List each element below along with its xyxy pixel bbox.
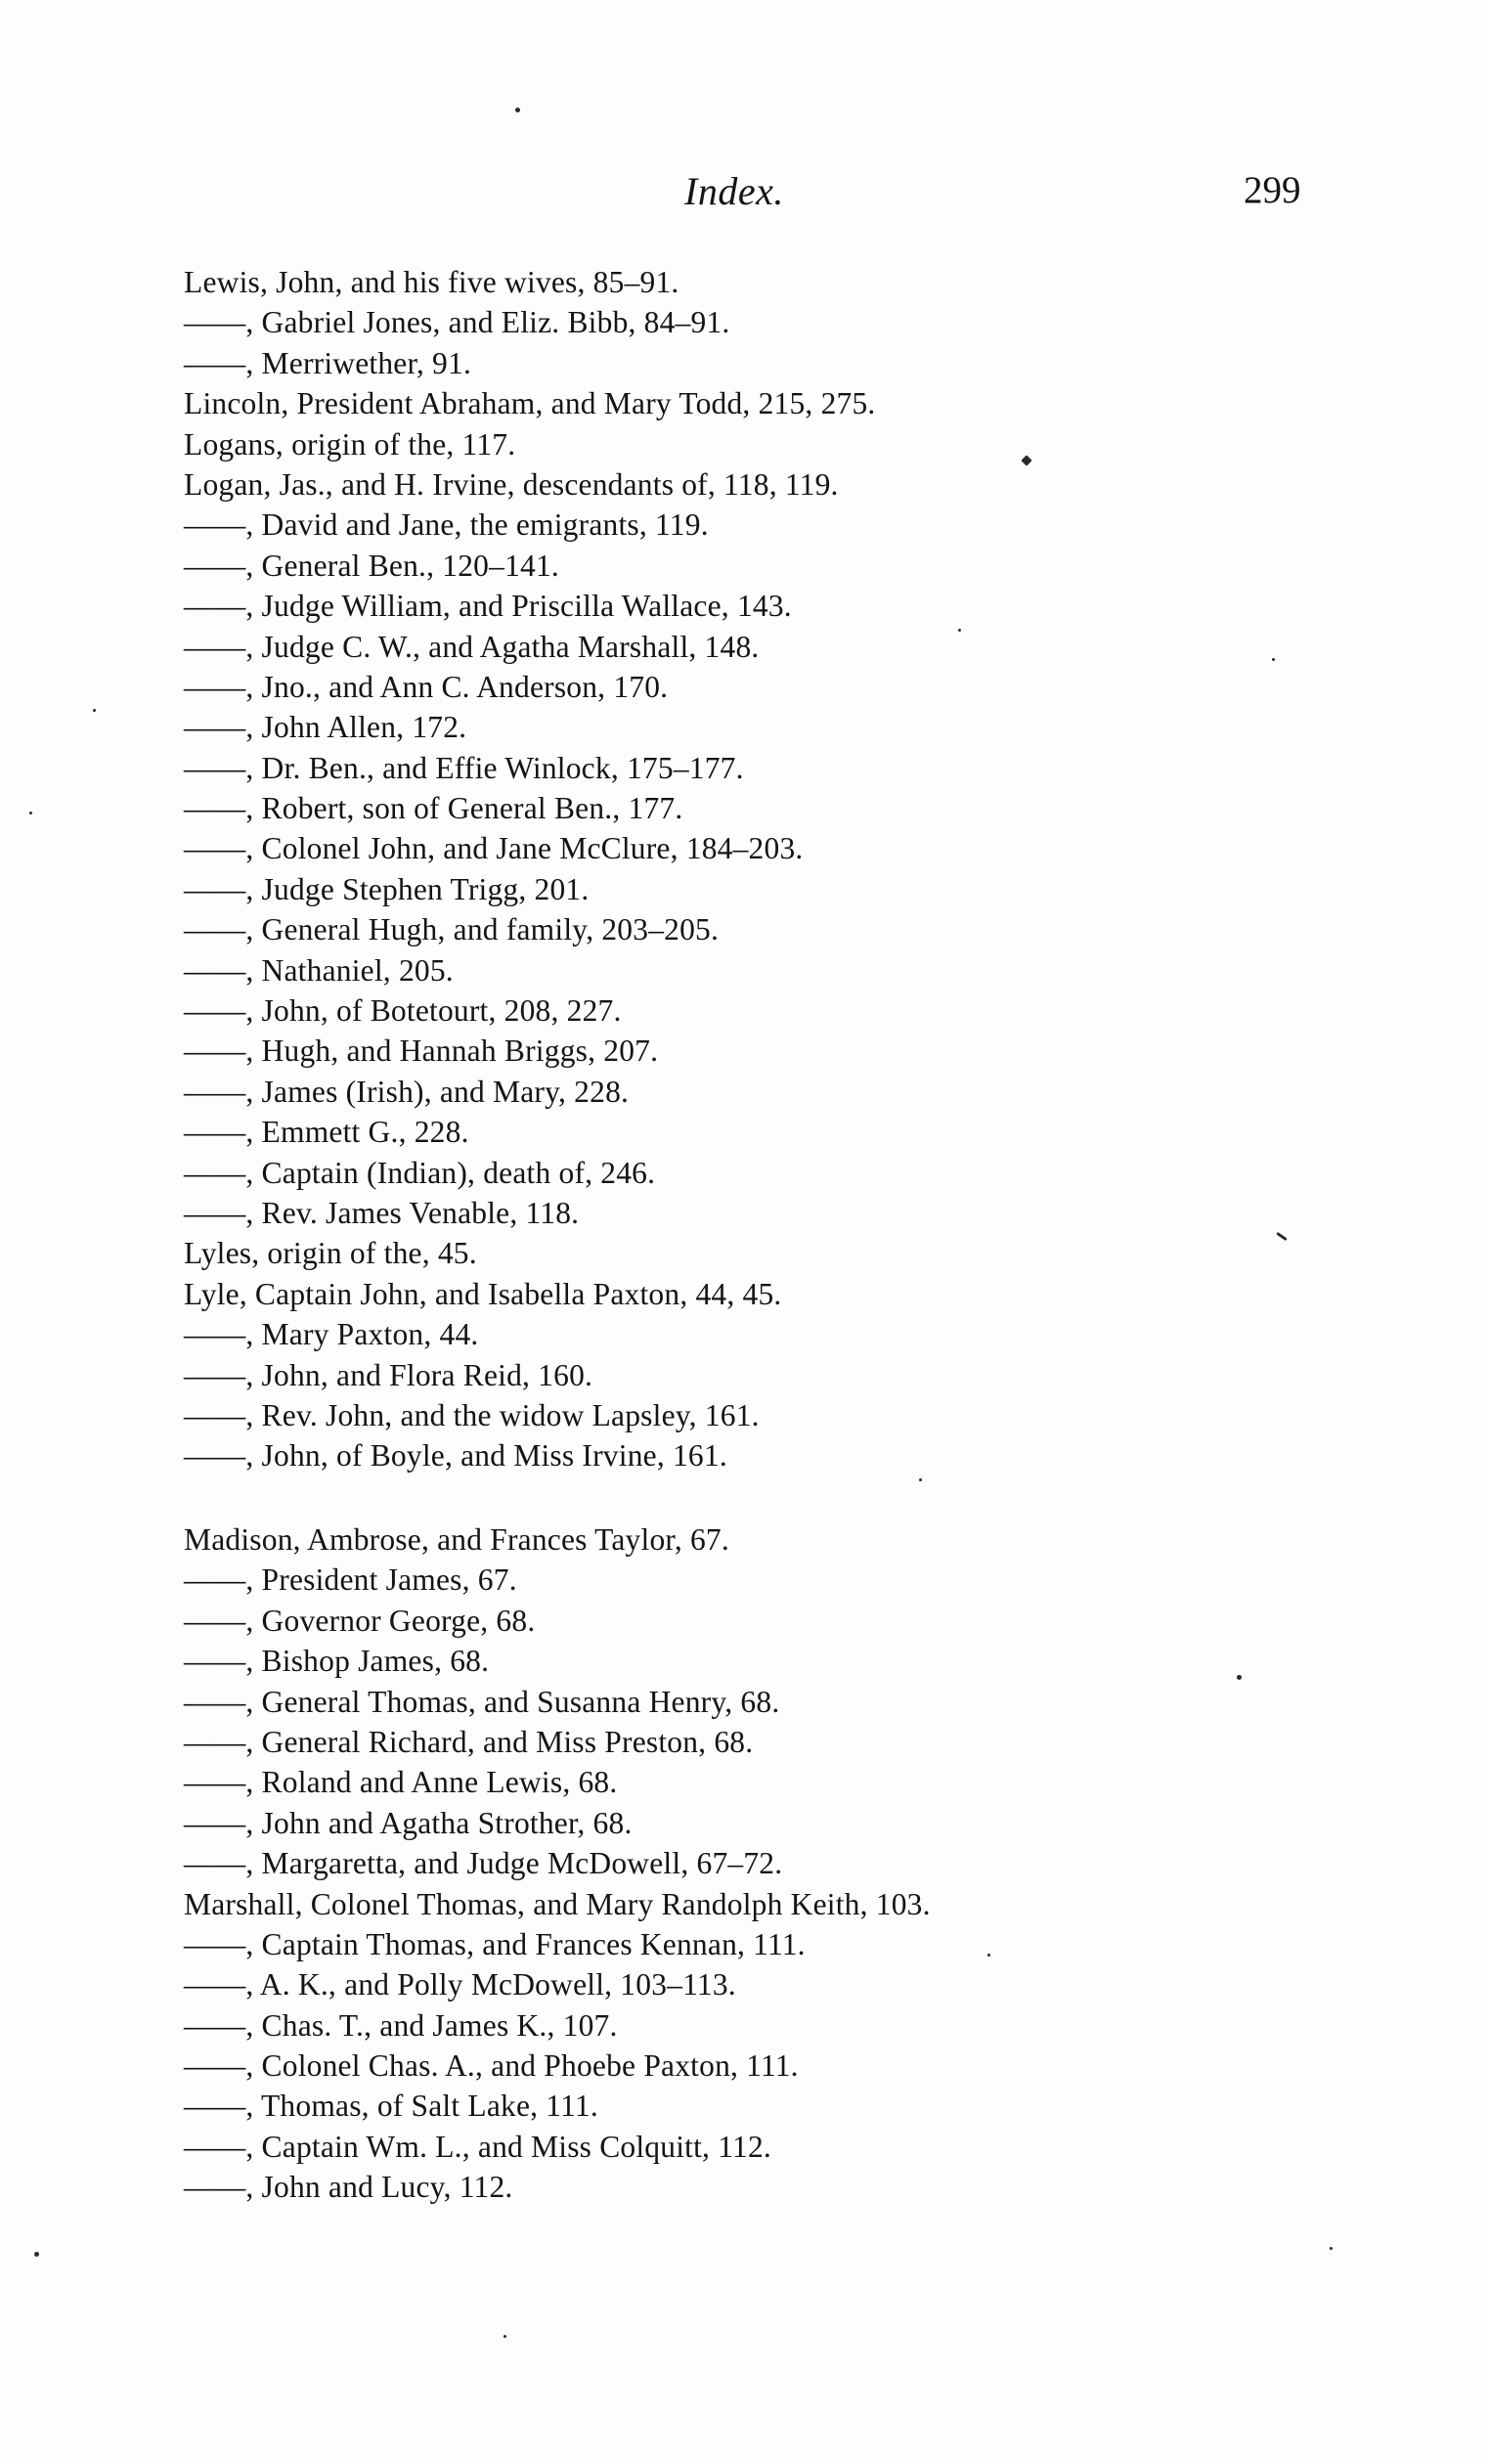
- scan-speck: [1330, 2247, 1333, 2250]
- index-entry: ——, Hugh, and Hannah Briggs, 207.: [184, 1034, 659, 1069]
- scan-speck: [503, 2335, 506, 2338]
- index-list-l: [184, 262, 1396, 1476]
- index-entry: ——, Dr. Ben., and Effie Winlock, 175–177.: [184, 750, 744, 785]
- scan-speck: [34, 2252, 39, 2257]
- index-entry: Lincoln, President Abraham, and Mary Todd, 215, 275.: [184, 386, 876, 421]
- index-entry: ——, Thomas, of Salt Lake, 111.: [184, 2089, 598, 2124]
- index-entry: ——, Captain Thomas, and Frances Kennan, 111.: [184, 1926, 806, 1961]
- index-entry: ——, Jno., and Ann C. Anderson, 170.: [184, 669, 669, 704]
- index-entry: ——, Colonel Chas. A., and Phoebe Paxton, 111.: [184, 2048, 799, 2084]
- index-entry: ——, General Thomas, and Susanna Henry, 68.: [184, 1684, 780, 1719]
- scan-speck: [29, 812, 32, 814]
- index-entry: ——, A. K., and Polly McDowell, 103–113.: [184, 1967, 736, 2002]
- index-entry: Logan, Jas., and H. Irvine, descendants of, 118, 119.: [184, 466, 839, 502]
- index-entry: ——, Bishop James, 68.: [184, 1644, 490, 1679]
- index-entry: ——, General Hugh, and family, 203–205.: [184, 912, 720, 947]
- index-entry: ——, Gabriel Jones, and Eliz. Bibb, 84–91.: [184, 305, 730, 340]
- scan-speck: [958, 629, 961, 632]
- page-title: Index.: [684, 169, 784, 213]
- index-entry: ——, Captain Wm. L., and Miss Colquitt, 112.: [184, 2129, 771, 2164]
- index-entry: Marshall, Colonel Thomas, and Mary Randolph Keith, 103.: [184, 1886, 931, 1921]
- index-entry: ——, Rev. James Venable, 118.: [184, 1195, 580, 1230]
- index-entry: ——, Judge Stephen Trigg, 201.: [184, 871, 590, 906]
- index-list-m: [184, 1519, 1396, 2208]
- index-entry: ——, Mary Paxton, 44.: [184, 1317, 479, 1352]
- index-entry: ——, Robert, son of General Ben., 177.: [184, 791, 683, 826]
- index-entry: ——, Judge William, and Priscilla Wallace, 143.: [184, 589, 792, 624]
- index-entry: ——, Roland and Anne Lewis, 68.: [184, 1765, 618, 1800]
- index-entry: ——, John, and Flora Reid, 160.: [184, 1357, 593, 1392]
- scan-speck: [93, 709, 96, 712]
- index-entry: ——, Merriwether, 91.: [184, 345, 472, 380]
- index-entry: ——, Governor George, 68.: [184, 1603, 536, 1638]
- index-entry: ——, John and Agatha Strother, 68.: [184, 1805, 633, 1840]
- scan-speck: [1237, 1675, 1242, 1680]
- index-entry: ——, General Ben., 120–141.: [184, 548, 559, 583]
- scan-speck: [987, 1954, 990, 1957]
- page-number: 299: [1244, 169, 1301, 211]
- index-entry: ——, Emmett G., 228.: [184, 1115, 469, 1150]
- index-entry: Madison, Ambrose, and Frances Taylor, 67.: [184, 1522, 729, 1557]
- index-entry: ——, Judge C. W., and Agatha Marshall, 148.: [184, 629, 760, 664]
- index-entry: ——, Nathaniel, 205.: [184, 952, 454, 988]
- index-entry: Logans, origin of the, 117.: [184, 426, 516, 462]
- index-entry: ——, John, of Boyle, and Miss Irvine, 161.: [184, 1438, 727, 1474]
- index-entry: ——, Colonel John, and Jane McClure, 184–203.: [184, 831, 804, 866]
- index-entry: ——, Chas. T., and James K., 107.: [184, 2007, 618, 2043]
- index-entry: ——, President James, 67.: [184, 1562, 517, 1598]
- index-entry: Lyle, Captain John, and Isabella Paxton, 44, 45.: [184, 1276, 782, 1311]
- index-entry: ——, John Allen, 172.: [184, 710, 467, 745]
- index-entry: ——, General Richard, and Miss Preston, 68.: [184, 1724, 754, 1759]
- index-entry: ——, John and Lucy, 112.: [184, 2170, 513, 2205]
- scan-speck: [1272, 658, 1275, 661]
- index-entry: Lyles, origin of the, 45.: [184, 1236, 477, 1271]
- index-entry: ——, John, of Botetourt, 208, 227.: [184, 993, 622, 1029]
- index-entry: ——, David and Jane, the emigrants, 119.: [184, 507, 709, 543]
- scan-speck: [515, 108, 520, 112]
- index-entry: ——, Captain (Indian), death of, 246.: [184, 1155, 656, 1190]
- index-entry: Lewis, John, and his five wives, 85–91.: [184, 265, 679, 299]
- index-entry: ——, Margaretta, and Judge McDowell, 67–72.: [184, 1846, 783, 1881]
- index-entry: ——, Rev. John, and the widow Lapsley, 161.: [184, 1397, 760, 1432]
- scan-speck: [919, 1478, 922, 1481]
- index-entry: ——, James (Irish), and Mary, 228.: [184, 1074, 630, 1109]
